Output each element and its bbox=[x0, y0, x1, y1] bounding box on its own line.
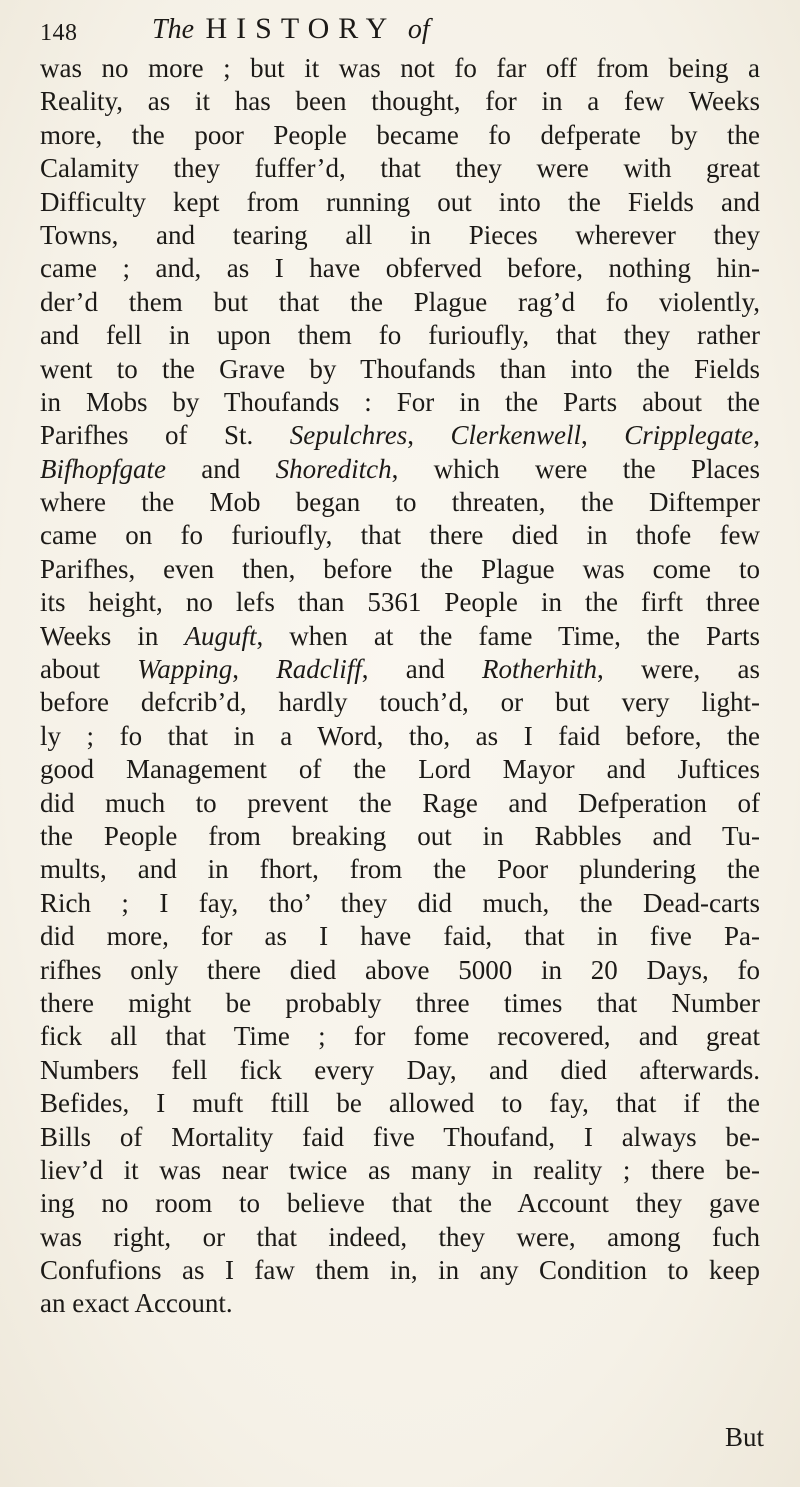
text-run: , bbox=[407, 420, 451, 451]
text-run: more, the poor People became fo defperate by the bbox=[40, 119, 760, 150]
italic-text-run: Wapping bbox=[137, 654, 233, 685]
text-line bbox=[40, 119, 760, 152]
text-line bbox=[40, 1154, 760, 1187]
text-run: where the Mob began to threaten, the Diftemper bbox=[40, 487, 760, 518]
text-line bbox=[40, 186, 760, 219]
text-line bbox=[40, 686, 760, 719]
text-line bbox=[40, 519, 760, 552]
italic-text-run: Cripplegate bbox=[624, 420, 754, 451]
text-run: Parifhes of St. bbox=[40, 420, 290, 451]
text-line bbox=[40, 820, 760, 853]
text-line bbox=[40, 887, 760, 920]
text-line bbox=[40, 1254, 760, 1287]
italic-text-run: Clerkenwell bbox=[450, 420, 581, 451]
text-line bbox=[40, 787, 760, 820]
text-run: Bills of Mortality faid five Thoufand, I always be- bbox=[40, 1121, 760, 1152]
italic-text-run: Shoreditch bbox=[275, 453, 392, 484]
text-line bbox=[40, 920, 760, 953]
text-run: went to the Grave by Thoufands than into the Fields bbox=[40, 353, 760, 384]
text-run: Towns, and tearing all in Pieces wherever they bbox=[40, 219, 760, 250]
text-run: did more, for as I have faid, that in five Pa- bbox=[40, 921, 760, 952]
italic-text-run: Auguft bbox=[184, 620, 257, 651]
text-run: was right, or that indeed, they were, among fuch bbox=[40, 1221, 760, 1252]
text-run: there might be probably three times that Number bbox=[40, 987, 760, 1018]
text-line bbox=[40, 586, 760, 619]
running-head-title: HISTORY bbox=[205, 12, 397, 45]
italic-text-run: Bifhopfgate bbox=[40, 453, 166, 484]
text-line bbox=[40, 620, 760, 653]
text-run: good Management of the Lord Mayor and Juftices bbox=[40, 754, 760, 785]
text-run: fick all that Time ; for fome recovered, and great bbox=[40, 1021, 760, 1052]
text-line bbox=[40, 286, 760, 319]
text-line bbox=[40, 486, 760, 519]
text-run: liev’d it was near twice as many in reality ; there be- bbox=[40, 1154, 760, 1185]
text-run: , and bbox=[361, 654, 483, 685]
text-line bbox=[40, 353, 760, 386]
text-run: Calamity they fuffer’d, that they were with great bbox=[40, 153, 760, 184]
text-run: , were, as bbox=[597, 654, 760, 685]
text-line bbox=[40, 152, 760, 185]
text-line bbox=[40, 753, 760, 786]
text-line bbox=[40, 1121, 760, 1154]
text-line bbox=[40, 954, 760, 987]
text-run: ing no room to believe that the Account they gave bbox=[40, 1188, 760, 1219]
text-run: , bbox=[580, 420, 625, 451]
text-run: Confufions as I faw them in, in any Condition to keep bbox=[40, 1255, 760, 1286]
text-run: its height, no lefs than 5361 People in the firft three bbox=[40, 587, 760, 618]
text-line bbox=[40, 419, 760, 452]
text-run: Difficulty kept from running out into the Fields and bbox=[40, 186, 760, 217]
page-header bbox=[40, 2, 740, 52]
text-run: about bbox=[40, 654, 138, 685]
text-line bbox=[40, 386, 760, 419]
italic-text-run: Radcliff bbox=[276, 654, 362, 685]
text-run: , bbox=[232, 654, 277, 685]
text-line bbox=[40, 85, 760, 118]
text-line bbox=[40, 987, 760, 1020]
catchword: But bbox=[724, 1422, 764, 1452]
text-run: before defcrib’d, hardly touch’d, or but very light- bbox=[40, 687, 760, 718]
text-run: rifhes only there died above 5000 in 20 Days, fo bbox=[40, 954, 760, 985]
text-run: and bbox=[165, 453, 276, 484]
text-line bbox=[40, 720, 760, 753]
text-run: did much to prevent the Rage and Defperation of bbox=[40, 787, 760, 818]
running-head-suffix: of bbox=[407, 14, 430, 45]
text-run: came on fo furioufly, that there died in thofe few bbox=[40, 520, 760, 551]
text-run: Numbers fell fick every Day, and died afterwards. bbox=[40, 1054, 760, 1085]
text-line bbox=[40, 1287, 760, 1320]
text-run: , when at the fame Time, the Parts bbox=[256, 620, 760, 651]
text-run: and fell in upon them fo furioufly, that they rather bbox=[40, 320, 760, 351]
text-run: , which were the Places bbox=[391, 453, 761, 484]
text-line bbox=[40, 219, 760, 252]
text-line bbox=[40, 653, 760, 686]
running-head-prefix: The bbox=[152, 14, 194, 45]
text-run: ly ; fo that in a Word, tho, as I faid before, the bbox=[40, 720, 760, 751]
running-head bbox=[152, 12, 430, 46]
text-line bbox=[40, 1054, 760, 1087]
text-run: der’d them but that the Plague rag’d fo violently, bbox=[40, 286, 760, 317]
text-run: mults, and in fhort, from the Poor plundering the bbox=[40, 854, 760, 885]
text-run: Parifhes, even then, before the Plague was come to bbox=[40, 553, 760, 584]
text-run: Befides, I muft ftill be allowed to fay, that if the bbox=[40, 1088, 760, 1119]
body-text bbox=[40, 52, 760, 1321]
text-line bbox=[40, 319, 760, 352]
text-run: Reality, as it has been thought, for in a few Weeks bbox=[40, 86, 760, 117]
italic-text-run: Sepulchres bbox=[289, 420, 408, 451]
text-line bbox=[40, 1221, 760, 1254]
text-run: Weeks in bbox=[40, 620, 185, 651]
page-number: 148 bbox=[40, 20, 78, 46]
text-run: was no more ; but it was not fo far off from being a bbox=[40, 53, 760, 83]
text-line bbox=[40, 1187, 760, 1220]
text-line bbox=[40, 853, 760, 886]
text-line bbox=[40, 1087, 760, 1120]
text-line bbox=[40, 1020, 760, 1053]
text-run: the People from breaking out in Rabbles and Tu- bbox=[40, 820, 760, 851]
text-run: in Mobs by Thoufands : For in the Parts about the bbox=[40, 386, 760, 417]
italic-text-run: Rotherhith bbox=[482, 654, 598, 685]
text-run: , bbox=[753, 420, 760, 451]
text-line bbox=[40, 453, 760, 486]
text-run: an exact Account. bbox=[40, 1288, 233, 1319]
text-run: came ; and, as I have obferved before, nothing hin- bbox=[40, 253, 760, 284]
text-line bbox=[40, 52, 760, 85]
text-line bbox=[40, 553, 760, 586]
text-run: Rich ; I fay, tho’ they did much, the Dead-carts bbox=[40, 887, 760, 918]
text-line bbox=[40, 252, 760, 285]
